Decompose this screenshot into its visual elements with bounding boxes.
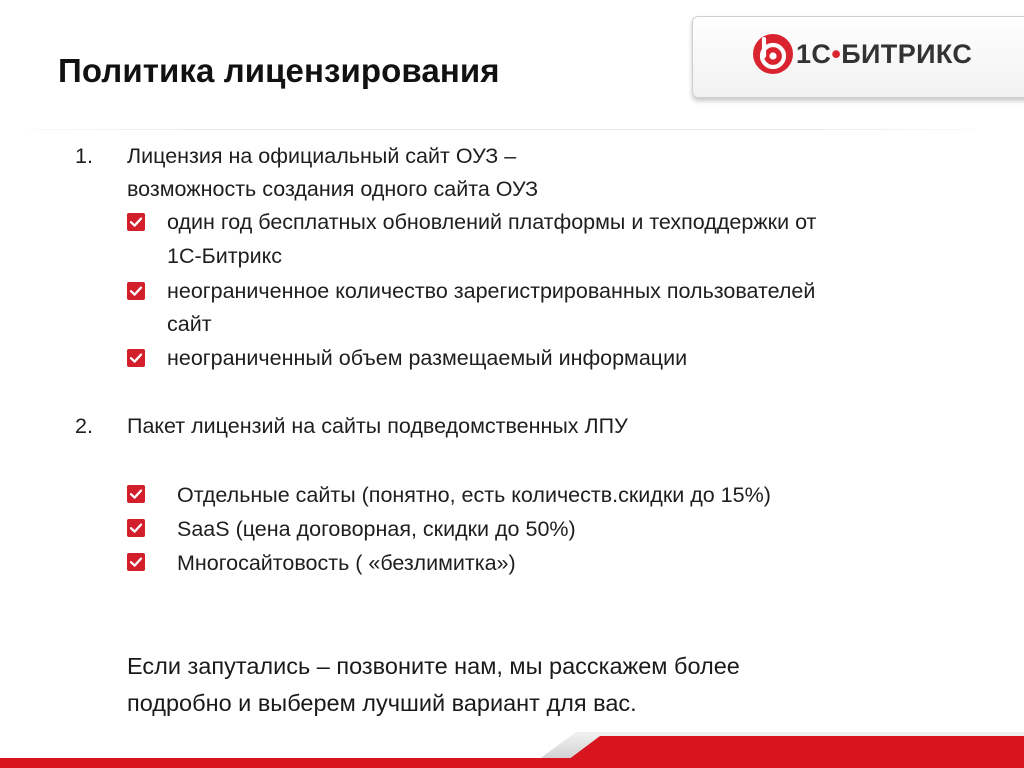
brand-suffix: БИТРИКС [841, 39, 973, 69]
checkbox-checked-icon [127, 553, 145, 571]
section2-bullet1: Отдельные сайты (понятно, есть количеств.скидки до 15%) [177, 483, 771, 507]
section1-bullet1-line1: один год бесплатных обновлений платформы и техподдержки от [167, 210, 817, 234]
bottom-red-bar [0, 758, 1024, 768]
checkbox-checked-icon [127, 213, 145, 231]
footer-line1: Если запутались – позвоните нам, мы расскажем более [127, 653, 740, 679]
section1-bullet3-line1: неограниченный объем размещаемый информации [167, 346, 688, 370]
footer-note [127, 648, 740, 722]
section2-bullet3: Многосайтовость ( «безлимитка») [177, 551, 516, 575]
brand-prefix: 1С [796, 39, 832, 69]
checkbox-checked-icon [127, 519, 145, 537]
section1-bullet2-line1: неограниченное количество зарегистрированных пользователей [167, 279, 816, 303]
bitrix-swirl-icon [752, 33, 794, 75]
section1-line2: возможность создания одного сайта ОУЗ [127, 177, 539, 201]
logo-box [692, 16, 1024, 98]
section2-line1: Пакет лицензий на сайты подведомственных ЛПУ [127, 414, 628, 438]
section1-number: 1. [75, 144, 93, 168]
section1-bullet1-line2: 1С-Битрикс [167, 244, 282, 268]
bottom-decoration [538, 732, 1024, 760]
checkbox-checked-icon [127, 485, 145, 503]
section2-number: 2. [75, 414, 93, 438]
checkbox-checked-icon [127, 349, 145, 367]
checkbox-checked-icon [127, 282, 145, 300]
brand-dot: • [831, 39, 842, 69]
section1-bullet2-line2: сайт [167, 312, 212, 336]
slide-title: Политика лицензирования [58, 52, 500, 89]
section2-bullet2: SaaS (цена договорная, скидки до 50%) [177, 517, 576, 541]
brand-wordmark [796, 39, 972, 70]
title-divider [30, 129, 975, 130]
section1-line1: Лицензия на официальный сайт ОУЗ – [127, 144, 517, 168]
footer-line2: подробно и выберем лучший вариант для вас. [127, 690, 637, 716]
